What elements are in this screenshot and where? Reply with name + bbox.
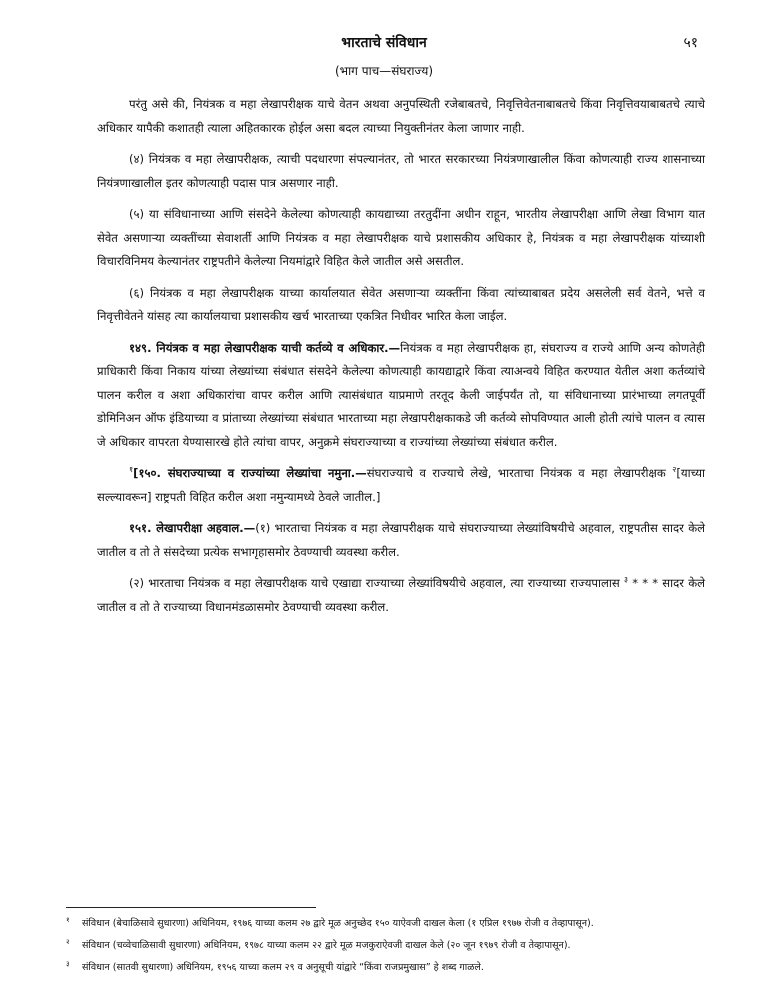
article-heading: १५१. लेखापरीक्षा अहवाल.— xyxy=(129,521,256,535)
page-title: भारताचे संविधान xyxy=(341,35,427,51)
footnote xyxy=(66,933,706,955)
part-label: (भाग पाच—संघराज्य) xyxy=(334,64,434,78)
footnote-marker: २ xyxy=(66,938,70,947)
footnote-text: संविधान (चव्वेचाळिसावी सुधारणा) अधिनियम, १९७८ याच्या कलम २२ द्वारे मूळ मजकुराऐवजी दाखल केले (२० जून १९७९ रोजी व तेव्हापासून). xyxy=(82,940,571,952)
article-text: संघराज्याचे व राज्याचे लेखे, भारताचा नियंत्रक व महा लेखापरीक्षक xyxy=(366,466,666,480)
article-heading: १४९. नियंत्रक व महा लेखापरीक्षक याची कर्तव्ये व अधिकार.— xyxy=(129,340,401,355)
footnote xyxy=(66,955,706,977)
paragraph xyxy=(97,572,705,619)
footnotes xyxy=(66,911,706,977)
page-number: ५१ xyxy=(683,35,698,51)
footnote-marker: २ xyxy=(672,465,677,475)
article-text: (२) भारताचा नियंत्रक व महा लेखापरीक्षक याचे एखाद्या राज्याच्या लेख्यांविषयीचे अहवाल, त्या राज्याच्या राज्यपालास xyxy=(129,576,620,590)
footnote-marker: १ xyxy=(66,916,70,924)
footnote-text: संविधान (बेचाळिसावे सुधारणा) अधिनियम, १९७६ याच्या कलम २७ द्वारे मूळ अनुच्छेद १५० याऐवजी दाखल केला (१ एप्रिल १९७७ रोजी व तेव्हापासून). xyxy=(82,918,594,930)
footnote-divider xyxy=(66,907,316,908)
article-text: [याच्या सल्ल्यावरून] राष्ट्रपती विहित करील अशा नमुन्यामध्ये ठेवले जातील.] xyxy=(97,466,705,504)
footnote xyxy=(66,911,706,933)
article-text: * * * सादर केले जातील व तो ते राज्याच्या विधानमंडळासमोर ठेवण्याची व्यवस्था करील. xyxy=(97,576,705,614)
article-text: (१) भारताचा नियंत्रक व महा लेखापरीक्षक याचे संघराज्याच्या लेख्यांविषयीचे अहवाल, राष्ट्रपतीस सादर केले जातील व तो ते संसदेच्या प्रत्येक सभागृहासमोर ठेवण्याची व्यवस्था करील. xyxy=(97,521,705,559)
paragraph: (५) या संविधानाच्या आणि संसदेने केलेल्या कोणत्याही कायद्याच्या तरतुदींना अधीन राहून, भारतीय लेखापरीक्षा आणि लेखा विभाग यात सेवेत असणाऱ्या व्यक्तींच्या सेवाशर्ती आणि नियंत्रक व महा लेखापरीक्षक याचे प्रशासकीय अधिकार हे, नियंत्रक व महा लेखापरीक्षक यांच्याशी विचारविनिमय केल्यानंतर राष्ट्रपतीने केलेल्या नियमांद्वारे विहित केले जातील असे असतील. xyxy=(97,207,705,268)
footnote-text: संविधान (सातवी सुधारणा) अधिनियम, १९५६ याच्या कलम २९ व अनुसूची यांद्वारे “किंवा राजप्रमुखास” हे शब्द गाळले. xyxy=(82,962,484,974)
footnote-marker: १ xyxy=(129,465,134,475)
article-heading: [१५०. संघराज्याच्या व राज्यांच्या लेख्यांचा नमुना.— xyxy=(133,466,367,480)
paragraph: (६) नियंत्रक व महा लेखापरीक्षक याच्या कार्यालयात सेवेत असणाऱ्या व्यक्तींना किंवा त्यांच्याबाबत प्रदेय असलेली सर्व वेतने, भत्ते व निवृत्तीवेतने यांसह त्या कार्यालयाचा प्रशासकीय खर्च भारताच्या एकत्रित निधीवर भारित केला जाईल. xyxy=(97,285,705,323)
article-151 xyxy=(97,517,705,564)
article-150 xyxy=(97,462,705,509)
article-text: नियंत्रक व महा लेखापरीक्षक हा, संघराज्य व राज्ये आणि अन्य कोणतेही प्राधिकारी किंवा निकाय यांच्या लेख्यांच्या संबंधात संसदेने केलेल्या कोणत्याही कायद्याद्वारे किंवा त्याअन्वये विहित करण्यात येतील अशा कर्तव्यांचे पालन करील व अशा अधिकारांचा वापर करील आणि त्यासंबंधात याप्रमाणे तरतूद केली जाईपर्यंत तो, या संविधानाच्या प्रारंभाच्या लगतपूर्वी डोमिनिअन ऑफ इंडियाच्या व प्रांताच्या लेख्यांच्या संबंधात भारताच्या महा लेखापरीक्षकाकडे जी कर्तव्ये सोपविण्यात आली होती त्यांचे पालन व त्यास जे अधिकार वापरता येण्यासारखे होते त्यांचा वापर, अनुक्रमे संघराज्याच्या व राज्यांच्या लेख्यांच्या संबंधात करील. xyxy=(97,340,705,449)
paragraph: (४) नियंत्रक व महा लेखापरीक्षक, त्याची पदधारणा संपल्यानंतर, तो भारत सरकारच्या नियंत्रणाखालील किंवा कोणत्याही राज्य शासनाच्या नियंत्रणाखालील इतर कोणत्याही पदास पात्र असणार नाही. xyxy=(97,152,705,190)
footnote-marker: ३ xyxy=(623,575,629,585)
article-149 xyxy=(97,337,705,455)
footnote-marker: ३ xyxy=(66,960,70,969)
body-text xyxy=(97,93,705,627)
paragraph: परंतु असे की, नियंत्रक व महा लेखापरीक्षक याचे वेतन अथवा अनुपस्थिती रजेबाबतचे, निवृत्तिवेतनाबाबतचे किंवा निवृत्तिवयाबाबतचे त्याचे अधिकार यापैकी कशातही त्याला अहितकारक होईल असा बदल त्याच्या नियुक्तीनंतर केला जाणार नाही. xyxy=(97,97,705,135)
